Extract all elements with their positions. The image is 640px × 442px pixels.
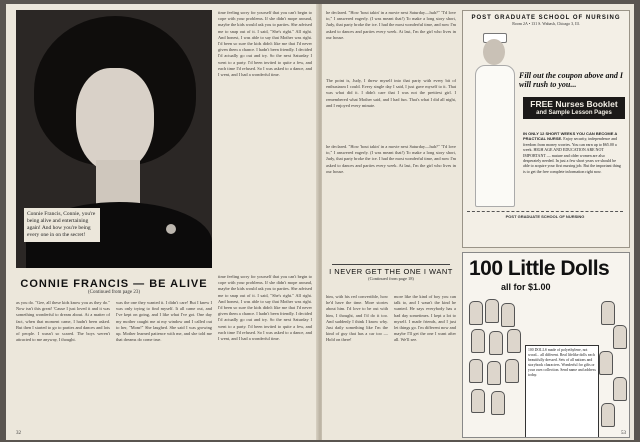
doll-figure [485,299,499,323]
nursing-ad-address: Room 2A • 131 S. Wabash, Chicago 3, Ill. [512,21,580,26]
left-page [6,4,318,440]
nurse-head [483,39,505,65]
letter-column-top: he declared. "How 'bout takin' in a movie next Saturday—huh?" "I'd love to," I answered eagerly. (I was meant that!) To make a long story short, Judy, that party broke the ice. I had the most wonderful time, and now I'm asked to dances and parties every week. At last, I'm the girl who lives in our house. [326,10,456,40]
coupon-title: POST GRADUATE SCHOOL OF NURSING [505,214,585,219]
doll-figure [469,359,483,383]
left-page-number: 32 [16,431,21,436]
doll-figure [469,301,483,325]
dolls-ad [462,252,630,438]
doll-figure [505,359,519,383]
story2-rule [332,264,450,265]
nursing-ad-book-subtitle: and Sample Lesson Pages [536,110,612,116]
nursing-ad-body-text: Enjoy security, independence and freedom from money worries. You can earn up to $65.00 a week. HIGH AGE AND EDUCATION ARE NOT IMPORTANT — mature and older women are also desperately needed. In just a few short years we should be able to acquire your first nursing job. But the important thing is to get the free complete information right now. [523,136,621,174]
dolls-ad-copy: 100 DOLLS made of polyethylene, not wood... all different. Real lifelike dolls each beautifully dressed. Sets of all nations and storybook characters. Wonderful for gifts or your own collection. Send name and address today. [525,345,599,438]
story2-column-left: him, with his red convertible, how he'd have the time. More stories about him. I'd love to be out with him, I thought, and I'd do it too. And suddenly I think I know why. Just daily something like I'm the kind of guy that has a car too — Hold on there! [326,294,388,343]
right-page-number: 53 [621,431,626,436]
magazine-spread [6,4,634,440]
article-headline-block [16,278,212,295]
nursing-ad-headline: Fill out the coupon above and I will rush to you... [519,71,624,89]
article-continued: (Continued from page 23) [87,290,141,295]
connie-francis-photo [16,10,212,268]
letter-column-mid-2: he declared. "How 'bout takin' in a movie next Saturday—huh?" "I'd love to," I answered eagerly. (I was meant that!) To make a long story short, Judy, that party broke the ice. I had the most wonderful time, and now I'm asked to dances and parties every week. At last, I'm the girl who lives in our house. [326,144,456,174]
doll-figure [613,325,627,349]
article-column-bottom-left: as you do. "Gee, all these kids know you as they do." Now isn't this great! 'Cause I just loved it and it was something wonderful to dream about. At a matter of fact, when that moment came, I hadn't been asked. But then I started to go to parties and dances and lots of people. I wasn't so scared. The boys weren't attracted to me anyway, I thought. [16,300,110,343]
doll-figure [613,377,627,401]
dolls-ad-headline: 100 Little Dolls [469,257,610,280]
photo-face [76,68,154,172]
doll-figure [487,361,501,385]
story2-headline-block [326,264,456,281]
doll-figure [507,329,521,353]
article-column-right-lower: time feeling sorry for yourself that you can't begin to cope with your problems. If she didn't mope around, maybe the kids would ask you to parties. She advised me to snap out of it. I said, "She's right." All right. And honest, I was able to say that Mother was right. I'd been so sure the kids didn't like me that I'd never given them a chance. I hadn't been friendly. I decided I'd actually go out and try. So the next Saturday I went to a party. I'd been invited to quite a few, and each time I'd refused. So I was asked to a dance, and I went, and I had a wonderful time. [218,274,312,342]
doll-figure [491,391,505,415]
photo-caption: Connie Francis, Connie, you're being alive and entertaining again! And how you're being every one in on the secret! [24,208,100,242]
story2-title: I NEVER GET THE ONE I WANT [329,267,453,276]
nursing-ad-banner: POST GRADUATE SCHOOL OF NURSING [471,15,621,21]
doll-figure [501,303,515,327]
dolls-illustration [463,295,629,437]
doll-figure [471,389,485,413]
doll-figure [601,301,615,325]
letter-column-mid: The point is, Judy, I threw myself into that party with every bit of enthusiasm I could. Every single day I said, I just gave myself to it. That was what did it. I didn't care that I was not the prettiest girl. I remembered what Mother said, and I had fun. That's what I did all night, and I enjoyed every minute. [326,78,456,108]
article-column-right: time feeling sorry for yourself that you can't begin to cope with your problems. If she didn't mope around, maybe the kids would ask you to parties. She advised me to snap out of it. I said, "She's right." All right. And honest, I was able to say that Mother was right. I'd been so sure the kids didn't like me that I'd never given them a chance. I hadn't been friendly. I decided I'd actually go out and try. So the next Saturday I went to a party. I'd been invited to quite a few, and each time I'd refused. So I was asked to a dance, and I went, and I had a wonderful time. [218,10,312,78]
photo-brooch [166,224,176,234]
doll-figure [471,329,485,353]
nursing-ad-lead: IN ONLY 12 SHORT WEEKS YOU CAN BECOME A PRACTICAL NURSE. [523,131,618,142]
doll-figure [489,331,503,355]
nurse-uniform [475,65,515,207]
nursing-ad-booklet-banner [523,97,625,119]
article-headline: CONNIE FRANCIS — BE ALIVE [20,278,208,290]
doll-figure [599,351,613,375]
nursing-ad-body [523,131,623,174]
nursing-school-ad [462,10,630,248]
nurse-illustration [469,33,519,209]
article-column-bottom-mid: was the one they wanted it. I didn't care! But I knew I was only trying to find myself. It all came out, and I've kept on going, and I like what I've got. One day my mother caught me at my window and I called out to her, "Mom!" She laughed. She said I was growing up. Mother learned patience with me, and she told me that dreams do come true. [116,300,212,343]
nursing-ad-book-title: FREE Nurses Booklet [530,99,618,109]
doll-figure [601,403,615,427]
story2-column-right: more like the kind of boy you can talk to, and I wasn't the kind he wanted. He says everybody has a bad day sometimes. I kept a lot to myself. I made friends, and I just let things go. I'm different now and maybe I'll get the one I want after all. We'll see. [394,294,456,343]
right-page [322,4,634,440]
story2-continued: (Continued from page 18) [368,276,414,281]
dolls-ad-price: all for $1.00 [501,282,551,292]
nursing-ad-coupon[interactable] [467,211,623,244]
